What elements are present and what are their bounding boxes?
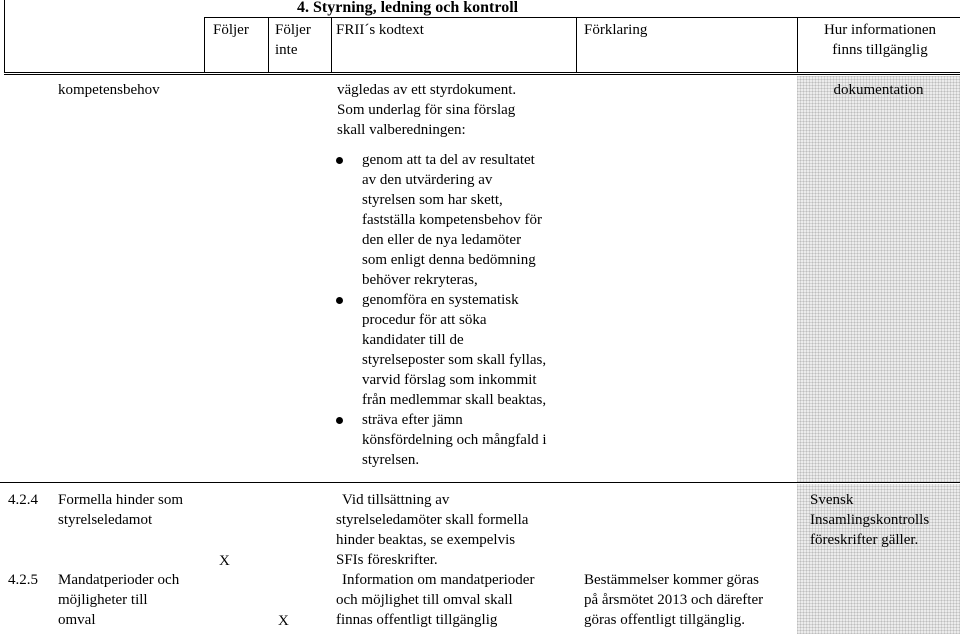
header-foljer: Följer bbox=[213, 22, 249, 38]
competence-code-intro: vägledas av ett styrdokument. Som underlag för sina förslag skall valberedningen: bbox=[337, 82, 517, 138]
competence-where-available: dokumentation bbox=[833, 82, 924, 98]
code-text-4-2-4: Vid tillsättning av styrelseledamöter skall formella hinder beaktas, se exempelvis SFIs föreskrifter. bbox=[336, 492, 529, 568]
header-foljer-inte: Följer inte bbox=[275, 22, 311, 58]
section-title: 4. Styrning, ledning och kontroll bbox=[297, 0, 519, 16]
grid-line bbox=[204, 17, 205, 72]
row-title-4-2-5: Mandatperioder och möjligheter till omval bbox=[58, 572, 180, 628]
row-number-4-2-5: 4.2.5 bbox=[8, 572, 38, 588]
foljer-mark-4-2-4: X bbox=[219, 553, 230, 569]
row-number-4-2-4: 4.2.4 bbox=[8, 492, 38, 508]
explanation-4-2-5: Bestämmelser kommer göras på årsmötet 2013 och därefter göras offentligt tillgänglig. bbox=[584, 572, 764, 628]
where-available-4-2-4: Svensk Insamlingskontrolls föreskrifter gäller. bbox=[810, 492, 930, 548]
header-where-available: Hur informationen finns tillgänglig bbox=[823, 22, 937, 58]
grid-line bbox=[797, 17, 798, 72]
code-text-4-2-5: Information om mandatperioder och möjlighet till omval skall finnas offentligt tillgänglig bbox=[336, 572, 535, 628]
grid-line bbox=[268, 17, 269, 72]
where-column-shading-top bbox=[797, 76, 960, 482]
grid-line bbox=[4, 72, 960, 73]
list-item: genomföra en systematisk procedur för att söka kandidater till de styrelseposter som skall fyllas, varvid förslag som inkommit från medlemmar skall beaktas, bbox=[336, 290, 596, 410]
grid-line bbox=[4, 0, 5, 72]
competence-bullet-list bbox=[336, 150, 596, 470]
list-item: genom att ta del av resultatet av den utvärdering av styrelsen som har skett, fastställa kompetensbehov för den eller de nya ledamöter som enligt denna bedömning behöver rekryteras, bbox=[336, 150, 596, 290]
grid-line bbox=[4, 74, 960, 75]
row-title-4-2-4: Formella hinder som styrelseledamot bbox=[58, 492, 183, 528]
grid-line bbox=[331, 17, 332, 72]
grid-line bbox=[576, 17, 577, 72]
row-label-competence: kompetensbehov bbox=[58, 82, 160, 98]
grid-line bbox=[0, 482, 960, 483]
foljer-inte-mark-4-2-5: X bbox=[278, 613, 289, 629]
list-item: sträva efter jämn könsfördelning och mångfald i styrelsen. bbox=[336, 410, 596, 470]
header-code-text: FRII´s kodtext bbox=[336, 22, 424, 38]
header-explanation: Förklaring bbox=[584, 22, 648, 38]
